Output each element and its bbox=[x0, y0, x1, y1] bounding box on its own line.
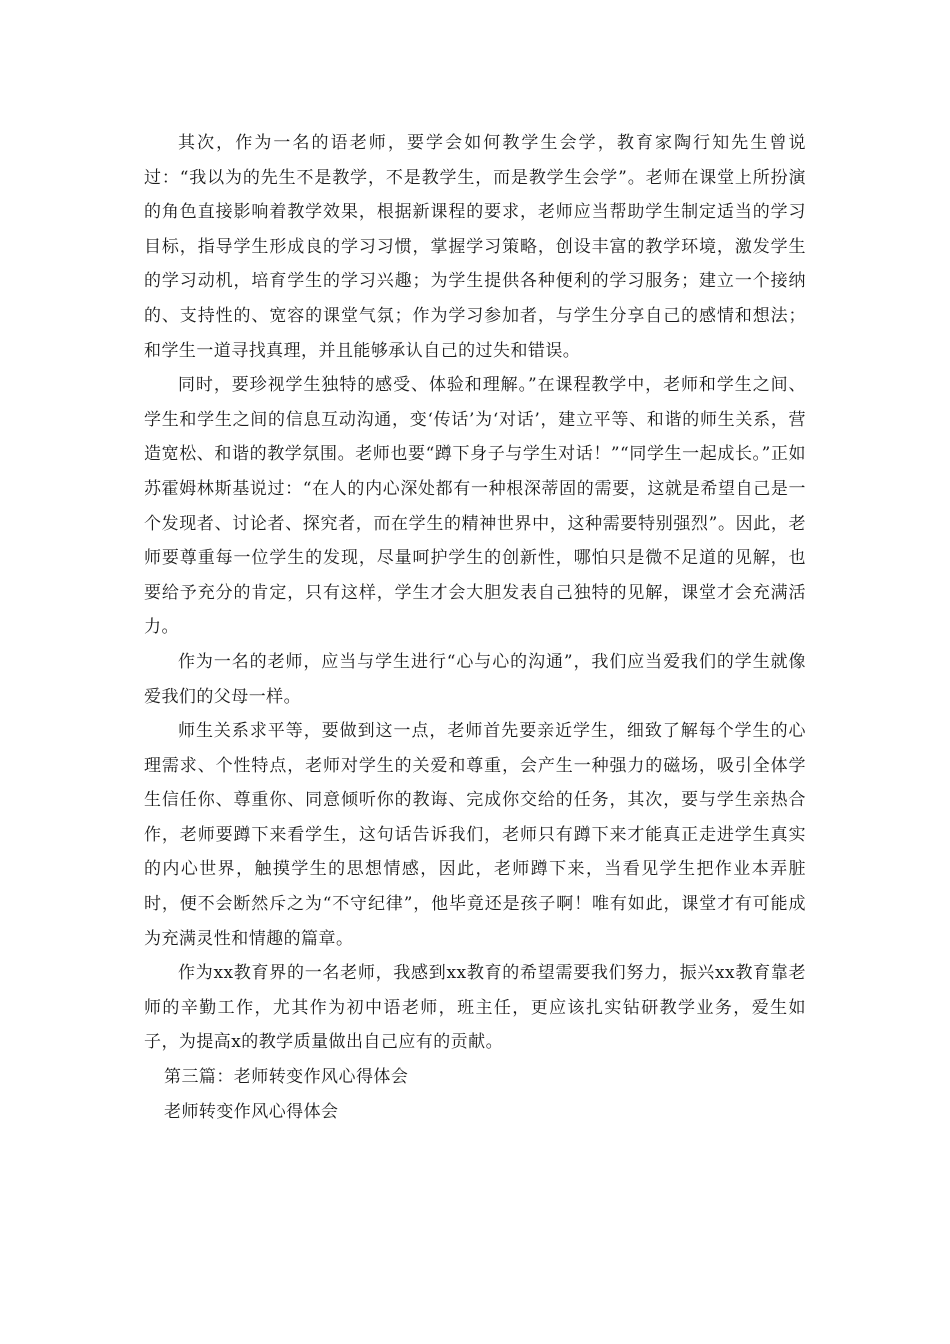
paragraph-equal-relationship: 师生关系求平等，要做到这一点，老师首先要亲近学生，细致了解每个学生的心理需求、个性特点，老师对学生的关爱和尊重，会产生一种强力的磁场，吸引全体学生信任你、尊重你、同意倾听你的教诲、完成你交给的任务，其次，要与学生亲热合作，老师要蹲下来看学生，这句话告诉我们，老师只有蹲下来才能真正走进学生真实的内心世界，触摸学生的思想情感，因此，老师蹲下来，当看见学生把作业本弄脏时，便不会断然斥之为“不守纪律”，他毕竟还是孩子啊！唯有如此，课堂才有可能成为充满灵性和情趣的篇章。 bbox=[144, 721, 806, 949]
section-heading: 第三篇：老师转变作风心得体会 bbox=[164, 1067, 409, 1088]
paragraph-valuing-student-experience: 同时，要珍视学生独特的感受、体验和理解。”在课程教学中，老师和学生之间、学生和学生之间的信息互动沟通，变‘传话’为‘对话’，建立平等、和谐的师生关系，营造宽松、和谐的教学氛围。老师也要“蹲下身子与学生对话！”“同学生一起成长。”正如苏霍姆林斯基说过：“在人的内心深处都有一种根深蒂固的需要，这就是希望自己是一个发现者、讨论者、探究者，而在学生的精神世界中，这种需要特别强烈”。因此，老师要尊重每一位学生的发现，尽量呵护学生的创新性，哪怕只是微不足道的见解，也要给予充分的肯定，只有这样，学生才会大胆发表自己独特的见解，课堂才会充满活力。 bbox=[144, 375, 806, 638]
section-subtitle: 老师转变作风心得体会 bbox=[164, 1101, 339, 1122]
paragraph-contribution: 作为xx教育界的一名老师，我感到xx教育的希望需要我们努力，振兴xx教育靠老师的辛勤工作，尤其作为初中语老师，班主任，更应该扎实钻研教学业务，爱生如子，为提高x的教学质量做出自己应有的贡献。 bbox=[144, 963, 806, 1053]
paragraph-teaching-students-to-learn: 其次，作为一名的语老师，要学会如何教学生会学，教育家陶行知先生曾说过：“我以为的先生不是教学，不是教学生，而是教学生会学”。老师在课堂上所扮演的角色直接影响着教学效果，根据新课程的要求，老师应当帮助学生制定适当的学习目标，指导学生形成良的学习习惯，掌握学习策略，创设丰富的教学环境，激发学生的学习动机，培育学生的学习兴趣；为学生提供各种便利的学习服务；建立一个接纳的、支持性的、宽容的课堂气氛；作为学习参加者，与学生分享自己的感情和想法；和学生一道寻找真理，并且能够承认自己的过失和错误。 bbox=[144, 133, 806, 361]
paragraph-heart-to-heart: 作为一名的老师，应当与学生进行“心与心的沟通”，我们应当爱我们的学生就像爱我们的父母一样。 bbox=[144, 651, 806, 707]
document-page bbox=[144, 126, 806, 1129]
